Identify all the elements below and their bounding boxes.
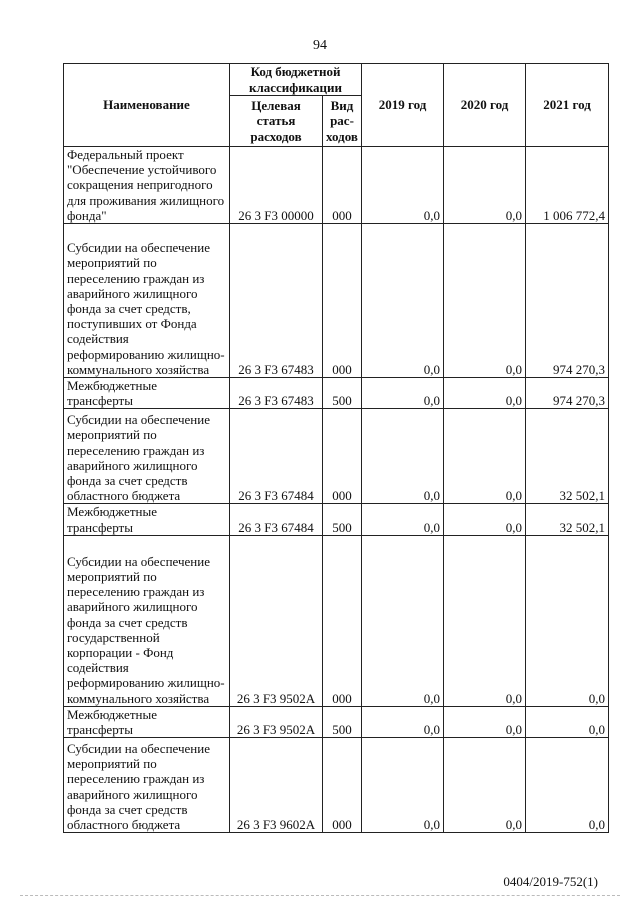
- row-value-2021: 0,0: [526, 706, 609, 737]
- row-value-2019: 0,0: [362, 504, 444, 535]
- table-body: [64, 147, 609, 833]
- row-value-2021: 974 270,3: [526, 378, 609, 409]
- row-expense-type: 000: [323, 147, 362, 224]
- row-value-2020: 0,0: [444, 738, 526, 833]
- table-row: [64, 378, 609, 409]
- row-value-2020: 0,0: [444, 378, 526, 409]
- row-expense-type: 000: [323, 409, 362, 504]
- row-name: Субсидии на обеспечение мероприятий по переселению граждан из аварийного жилищного фонда за счет средств областного бюджета: [64, 738, 230, 833]
- table-row: [64, 535, 609, 706]
- table-row: [64, 738, 609, 833]
- budget-table: [63, 63, 609, 833]
- row-target-article: 26 3 F3 67483: [230, 224, 323, 378]
- header-2019: 2019 год: [362, 64, 444, 147]
- row-expense-type: 500: [323, 504, 362, 535]
- row-value-2019: 0,0: [362, 535, 444, 706]
- row-value-2019: 0,0: [362, 224, 444, 378]
- table-row: [64, 706, 609, 737]
- row-value-2021: 974 270,3: [526, 224, 609, 378]
- row-value-2021: 0,0: [526, 738, 609, 833]
- row-target-article: 26 3 F3 67484: [230, 504, 323, 535]
- table-row: [64, 224, 609, 378]
- header-2021: 2021 год: [526, 64, 609, 147]
- row-target-article: 26 3 F3 67483: [230, 378, 323, 409]
- row-value-2020: 0,0: [444, 706, 526, 737]
- row-value-2021: 32 502,1: [526, 409, 609, 504]
- page-number: 94: [313, 38, 327, 53]
- row-value-2021: 32 502,1: [526, 504, 609, 535]
- row-value-2019: 0,0: [362, 706, 444, 737]
- row-expense-type: 500: [323, 378, 362, 409]
- row-name: Субсидии на обеспечение мероприятий по переселению граждан из аварийного жилищного фонда за счет средств государственной корпорации - Фонд содействия реформированию жилищно-коммунального хозяйства: [64, 535, 230, 706]
- row-name: Межбюджетные трансферты: [64, 504, 230, 535]
- table-row: [64, 504, 609, 535]
- table-row: [64, 147, 609, 224]
- page-edge-line: [20, 895, 620, 896]
- row-name: Субсидии на обеспечение мероприятий по переселению граждан из аварийного жилищного фонда за счет средств областного бюджета: [64, 409, 230, 504]
- header-code-group: Код бюджетной классификации: [230, 64, 362, 96]
- row-value-2021: 0,0: [526, 535, 609, 706]
- row-value-2019: 0,0: [362, 378, 444, 409]
- header-expense-type: Вид рас-ходов: [323, 96, 362, 147]
- header-2020: 2020 год: [444, 64, 526, 147]
- row-value-2020: 0,0: [444, 147, 526, 224]
- row-expense-type: 000: [323, 738, 362, 833]
- row-expense-type: 000: [323, 535, 362, 706]
- row-target-article: 26 3 F3 67484: [230, 409, 323, 504]
- row-name: Межбюджетные трансферты: [64, 706, 230, 737]
- row-value-2019: 0,0: [362, 147, 444, 224]
- row-expense-type: 000: [323, 224, 362, 378]
- row-value-2020: 0,0: [444, 504, 526, 535]
- row-value-2020: 0,0: [444, 224, 526, 378]
- row-target-article: 26 3 F3 9502A: [230, 706, 323, 737]
- row-value-2019: 0,0: [362, 409, 444, 504]
- row-value-2020: 0,0: [444, 409, 526, 504]
- table-row: [64, 409, 609, 504]
- row-target-article: 26 3 F3 00000: [230, 147, 323, 224]
- row-target-article: 26 3 F3 9502A: [230, 535, 323, 706]
- header-name: Наименование: [64, 64, 230, 147]
- row-value-2019: 0,0: [362, 738, 444, 833]
- row-name: Субсидии на обеспечение мероприятий по переселению граждан из аварийного жилищного фонда за счет средств, поступивших от Фонда содействия реформированию жилищно-коммунального хозяйства: [64, 224, 230, 378]
- header-target-article: Целевая статья расходов: [230, 96, 323, 147]
- document-code: 0404/2019-752(1): [503, 874, 598, 889]
- row-value-2020: 0,0: [444, 535, 526, 706]
- row-name: Межбюджетные трансферты: [64, 378, 230, 409]
- row-target-article: 26 3 F3 9602A: [230, 738, 323, 833]
- row-value-2021: 1 006 772,4: [526, 147, 609, 224]
- row-name: Федеральный проект "Обеспечение устойчивого сокращения непригодного для проживания жилищного фонда": [64, 147, 230, 224]
- row-expense-type: 500: [323, 706, 362, 737]
